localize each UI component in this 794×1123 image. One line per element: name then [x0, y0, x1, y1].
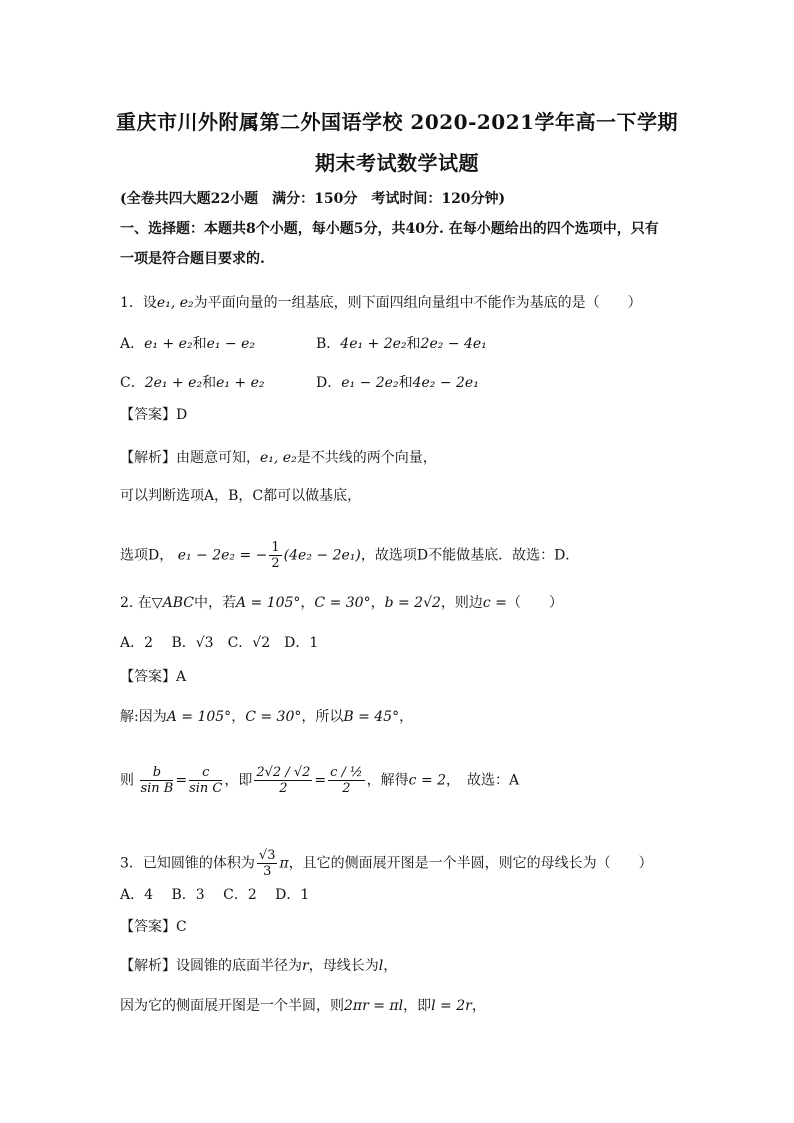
q2-sol2-equals2: = — [314, 772, 327, 789]
q2-stem-comma2: ， — [370, 595, 385, 611]
q3-analysis2-eq2: l = 2r — [431, 998, 472, 1014]
q3-analysis-tag: 【解析】 — [120, 958, 176, 974]
q1-analysis-tag: 【解析】 — [120, 450, 176, 466]
q1-option-a — [120, 333, 255, 353]
q1-option-d-expr1: e₁ − 2e₂ — [341, 375, 399, 391]
q3-stem-pi: π — [279, 855, 289, 872]
q2-answer: 【答案】A — [120, 669, 187, 685]
q3-analysis2-a: 因为它的侧面展开图是一个半圆，则 — [120, 998, 344, 1014]
q2-sol2-frac1-num: b — [140, 765, 173, 781]
q1-option-c — [120, 372, 265, 392]
q2-stem-comma1: ， — [300, 595, 315, 611]
q2-options: A．2 B．√3 C．√2 D．1 — [120, 635, 319, 651]
exam-info: (全卷共四大题22小题 满分：150分 考试时间：120分钟) — [120, 191, 506, 207]
q1-option-b-expr2: 2e₂ − 4e₁ — [420, 336, 487, 352]
q1-analysis3-expr-left: e₁ − 2e₂ = − — [177, 547, 268, 564]
q3-stem-frac-num: √3 — [258, 848, 276, 863]
q1-analysis1-vectors: e₁, e₂ — [260, 450, 297, 466]
q3-analysis1-b: ，母线长为 — [308, 958, 379, 974]
q2-sol1-angle-a: A = 105° — [166, 709, 232, 725]
q2-sol2-result: c = 2 — [408, 772, 447, 789]
q3-stem-fraction — [257, 848, 278, 879]
q1-stem-vectors: e₁, e₂ — [156, 295, 194, 311]
q1-option-d-mid: 和 — [398, 375, 413, 391]
q2-sol2-a: 则 — [120, 772, 134, 789]
q1-analysis-line3 — [120, 540, 579, 571]
q2-sol2-frac1-den: sin B — [140, 781, 174, 796]
q2-sol1-d: ， — [399, 709, 414, 725]
section1-heading-a: 一、选择题：本题共8个小题，每小题5分，共40分. 在每小题给出的四个选项中，只有 — [120, 221, 659, 237]
q1-option-b-expr1: 4e₁ + 2e₂ — [340, 336, 407, 352]
q2-sol1-c: ，所以 — [301, 709, 344, 725]
section1-heading-b: 一项是符合题目要求的. — [120, 251, 265, 267]
q1-analysis-line2: 可以判断选项A，B，C都可以做基底， — [120, 488, 362, 504]
q1-option-a-expr1: e₁ + e₂ — [144, 336, 193, 352]
q1-option-a-label: A． — [120, 336, 145, 352]
q2-sol2-frac2-num: c — [189, 765, 222, 781]
q2-solution-line2 — [120, 765, 519, 796]
q1-analysis3-expr-right: (4e₂ − 2e₁) — [283, 547, 361, 564]
q2-stem-triangle: ▽ABC — [151, 595, 194, 611]
q3-stem-a: 3．已知圆锥的体积为 — [120, 855, 255, 872]
q2-sol2-d: ， 故选：A — [446, 772, 520, 789]
q2-stem-side-c: c = — [482, 595, 507, 611]
q1-option-d-label: D． — [316, 375, 342, 391]
q1-analysis3-b: ，故选项D不能做基底．故选：D． — [360, 547, 580, 564]
q2-stem-angle-c: C = 30° — [314, 595, 371, 611]
q3-stem-b: ，且它的侧面展开图是一个半圆，则它的母线长为（ ） — [288, 855, 653, 872]
q1-option-a-expr2: e₁ − e₂ — [206, 336, 255, 352]
q2-stem-a: 2. 在 — [120, 595, 152, 611]
q1-analysis3-fraction — [269, 540, 281, 571]
q1-analysis1-a: 由题意可知， — [176, 450, 260, 466]
q1-analysis-line1 — [120, 447, 437, 467]
q2-sol2-frac2 — [189, 765, 222, 796]
q3-analysis-line2 — [120, 995, 486, 1015]
q2-stem-d: ，则边 — [440, 595, 483, 611]
q1-answer: 【答案】D — [120, 407, 188, 423]
q2-sol2-c: ，解得 — [366, 772, 409, 789]
q3-stem — [120, 848, 653, 879]
q1-analysis3-frac-num: 1 — [271, 540, 280, 555]
document-title-line1: 重庆市川外附属第二外国语学校 2020-2021学年高一下学期 — [115, 110, 679, 134]
q3-analysis1-a: 设圆锥的底面半径为 — [176, 958, 302, 974]
q1-stem-prefix: 1．设 — [120, 295, 157, 311]
q2-stem-b: 中，若 — [193, 595, 236, 611]
q3-answer: 【答案】C — [120, 919, 187, 935]
q3-stem-frac-den: 3 — [263, 864, 272, 879]
q1-analysis3-a: 选项D， — [120, 547, 174, 564]
q2-sol2-equals: = — [175, 772, 188, 789]
q2-sol1-b: ， — [231, 709, 246, 725]
q2-sol2-b: ，即 — [224, 772, 253, 789]
q2-sol2-frac4 — [328, 765, 365, 796]
q3-analysis2-eq1: 2πr = πl — [344, 998, 404, 1014]
q2-sol2-frac3 — [254, 765, 312, 796]
q2-stem-angle-a: A = 105° — [235, 595, 301, 611]
q1-option-a-mid: 和 — [192, 336, 207, 352]
q3-options: A．4 B．3 C．2 D．1 — [120, 887, 310, 903]
q2-sol1-angle-b: B = 45° — [343, 709, 400, 725]
q2-sol2-frac1 — [140, 765, 173, 796]
q1-option-d-expr2: 4e₂ − 2e₁ — [412, 375, 479, 391]
q2-stem — [120, 592, 563, 612]
q1-stem — [120, 292, 642, 312]
q1-analysis1-b: 是不共线的两个向量， — [296, 450, 437, 466]
q2-sol2-frac4-num: c / ½ — [330, 765, 363, 780]
q2-sol1-angle-c: C = 30° — [245, 709, 302, 725]
q1-option-c-expr1: 2e₁ + e₂ — [144, 375, 203, 391]
q3-analysis2-b: ，即 — [403, 998, 432, 1014]
q2-sol2-frac4-den: 2 — [342, 781, 351, 796]
q3-analysis2-c: ， — [471, 998, 486, 1014]
q2-sol2-frac2-den: sin C — [189, 781, 223, 796]
q1-option-d — [316, 372, 479, 392]
document-title-line2: 期末考试数学试题 — [315, 151, 479, 175]
q2-sol1-a: 解:因为 — [120, 709, 167, 725]
q2-sol2-frac3-num: 2√2 / √2 — [256, 765, 311, 780]
q3-analysis1-r: r — [302, 958, 309, 974]
q1-option-b — [316, 333, 487, 353]
q2-solution-line1 — [120, 706, 413, 726]
q1-stem-suffix: 为平面向量的一组基底，则下面四组向量组中不能作为基底的是（ ） — [193, 295, 642, 311]
q2-stem-e: （ ） — [506, 595, 563, 611]
q3-analysis-line1 — [120, 955, 397, 975]
q2-stem-side-b: b = 2√2 — [384, 595, 441, 611]
q1-option-b-mid: 和 — [406, 336, 421, 352]
q1-option-c-expr2: e₁ + e₂ — [216, 375, 265, 391]
q2-sol2-frac3-den: 2 — [279, 781, 288, 796]
q1-analysis3-frac-den: 2 — [271, 556, 280, 571]
q3-analysis1-l: l — [378, 958, 384, 974]
q1-option-c-label: C． — [120, 375, 145, 391]
q3-analysis1-c: ， — [383, 958, 398, 974]
q1-option-b-label: B． — [316, 336, 341, 352]
q1-option-c-mid: 和 — [202, 375, 217, 391]
